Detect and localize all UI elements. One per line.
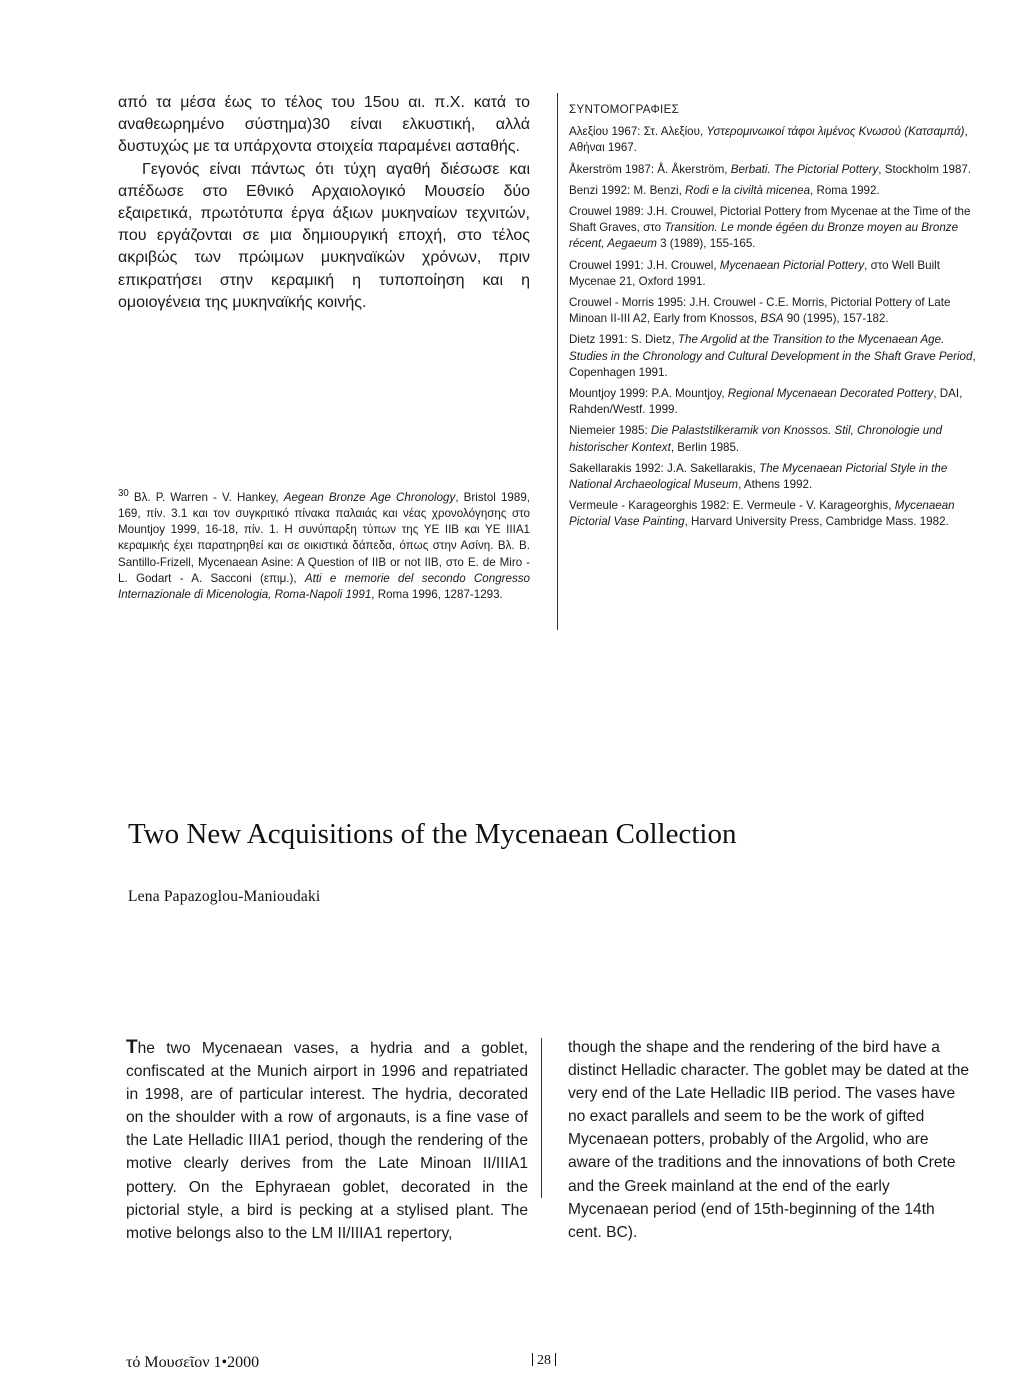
abbreviations-list	[569, 124, 979, 530]
footnote-title-1: Aegean Bronze Age Chronology	[283, 490, 456, 504]
abbreviation-it: BSA	[760, 312, 784, 326]
abbreviation-k: Αλεξίου 1967:	[569, 125, 644, 139]
abbreviation-a: Å. Åkerström,	[657, 162, 731, 176]
abbreviation-b: , Copenhagen 1991.	[569, 349, 976, 379]
abbreviation-it: Mycenaean Pictorial Pottery	[719, 258, 865, 272]
abbreviation-b: , στο Well Built Mycenae 21, Oxford 1991.	[569, 258, 940, 288]
abbreviation-b: , Roma 1992.	[810, 183, 880, 197]
abbreviation-b: 90 (1995), 157-182.	[783, 312, 889, 326]
abbreviation-it: Berbati. The Pictorial Pottery	[730, 162, 879, 176]
abstract-column-1	[126, 1036, 528, 1245]
abbreviation-entry	[569, 498, 979, 530]
abbreviation-it: The Mycenaean Pictorial Style in the National Archaeological Museum	[569, 461, 948, 492]
abbreviation-a: M. Benzi,	[633, 183, 686, 197]
abbreviation-it: Transition. Le monde égéen du Bronze moyen au Bronze récent, Aegaeum	[569, 221, 959, 251]
footnote-title-2: Atti e memorie del secondo Congresso Internazionale di Micenologia, Roma-Napoli 1991	[118, 571, 530, 602]
footnote-text-a: Βλ. P. Warren - V. Hankey,	[133, 490, 284, 504]
abbreviation-it: Mycenaean Pictorial Vase Painting	[569, 499, 955, 529]
abbreviation-a: S. Dietz,	[630, 333, 678, 347]
abbreviation-it: Υστερομινωικοί τάφοι λιμένος Κνωσού (Κατσαμπά)	[706, 125, 965, 139]
greek-paragraph-1: από τα μέσα έως το τέλος του 15ου αι. π.Χ. κατά το αναθεωρημένο σύστημα)30 είναι ελκυστική, αλλά δυστυχώς με τα υπάρχοντα στοιχεία παραμένει ασταθής.	[118, 94, 530, 156]
abstract-text-2: though the shape and the rendering of the bird have a distinct Helladic character. The goblet may be dated at the very end of the Late Helladic IIB period. The vases have no exact parallels and seem to be the work of gifted Mycenaean potters, probably of the Argolid, who are aware of the traditions and the innovations of both Crete and the Greek mainland at the end of the early Mycenaean period (end of 15th-beginning of the 14th cent. BC).	[568, 1039, 970, 1241]
abstract-divider	[541, 1038, 542, 1198]
footnote	[118, 486, 530, 603]
abbreviation-a: J.A. Sakellarakis,	[666, 461, 760, 475]
abbreviation-a: Στ. Αλεξίου,	[643, 125, 707, 139]
abbreviation-a: J.H. Crouwel - C.E. Morris, Pictorial Pottery of Late Minoan II-III A2, Early from Knossos,	[569, 296, 951, 326]
abstract-text-1: he two Mycenaean vases, a hydria and a goblet, confiscated at the Munich airport in 1996 and repatriated in 1998, are of particular interest. The hydria, decorated on the shoulder with a row of argonauts, is a fine vase of the Late Helladic IIIA1 period, though the rendering of the motive clearly derives from the Late Minoan II/IIIA1 pottery. On the Ephyraean goblet, decorated in the pictorial style, a bird is pecking at a stylised plant. The motive belongs also to the LM II/IIIA1 repertory,	[126, 1040, 528, 1242]
article-author: Lena Papazoglou-Manioudaki	[128, 888, 321, 905]
abbreviation-k: Benzi 1992:	[569, 183, 634, 197]
abbreviation-b: , DAI, Rahden/Westf. 1999.	[569, 387, 963, 417]
footnote-text-d: , Roma 1996, 1287-1293.	[371, 588, 503, 602]
abbreviation-a: E. Vermeule - V. Karageorghis,	[732, 499, 895, 513]
journal-name: τό Μουσεῖον 1•2000	[126, 1354, 260, 1371]
abbreviation-it: Regional Mycenaean Decorated Pottery	[727, 387, 934, 401]
abstract-column-2	[568, 1036, 970, 1244]
footnote-text-b: , Bristol 1989, 169, πίν. 3.1 και τον συγκριτικό πίνακα παλαιάς και νέας χρονολόγησης στο Mountjoy 1999, 16-18, πίν. 1. Η συνύπαρξη τύπων της ΥΕ ΙΙΒ και ΥΕ ΙΙΙΑ1 κεραμικής έχει παρατηρηθεί και σε οικιστικά δάπεδα, όπως στην Ασίνη. Βλ. Β. Santillo-Frizell, Mycenaean Asine: A Question of IIB or not IIB, στο E. de Miro - L. Godart - A. Sacconi (επιμ.),	[118, 490, 530, 585]
abbreviation-a: J.H. Crouwel,	[646, 258, 720, 272]
abbreviations	[569, 102, 979, 536]
abbreviation-k: Åkerström 1987:	[569, 162, 658, 176]
abbreviation-k: Crouwel - Morris 1995:	[569, 296, 690, 310]
abbreviation-it: The Argolid at the Transition to the Mycenaean Age. Studies in the Chronology and Cultural Development in the Shaft Grave Period	[569, 333, 973, 363]
abbreviation-k: Sakellarakis 1992:	[569, 461, 667, 475]
abbreviation-b: , Harvard University Press, Cambridge Mass. 1982.	[684, 515, 949, 529]
column-divider	[557, 93, 558, 630]
abbreviation-entry	[569, 183, 979, 199]
abbreviation-b: 3 (1989), 155-165.	[656, 237, 756, 251]
abbreviation-b: , Berlin 1985.	[670, 440, 740, 454]
abbreviation-entry	[569, 162, 979, 178]
abbreviation-it: Die Palaststilkeramik von Knossos. Stil, Chronologie und historischer Kontext	[569, 424, 943, 454]
page-number	[528, 1353, 560, 1369]
abbreviation-entry	[569, 461, 979, 493]
abbreviation-it: Rodi e la civiltà micenea	[685, 183, 811, 197]
abbreviation-entry	[569, 204, 979, 253]
page-number-value: 28	[537, 1353, 551, 1368]
abbreviation-a: J.H. Crouwel, Pictorial Pottery from Mycenae at the Time of the Shaft Graves, στο	[569, 205, 971, 235]
abbreviation-k: Dietz 1991:	[569, 333, 631, 347]
abbreviation-b: , Αθήναι 1967.	[569, 125, 968, 155]
abbreviation-k: Vermeule - Karageorghis 1982:	[569, 499, 733, 513]
abbreviation-b: , Athens 1992.	[738, 478, 813, 492]
abbreviation-a: P.A. Mountjoy,	[651, 387, 728, 401]
abbreviation-k: Mountjoy 1999:	[569, 387, 652, 401]
abbreviation-entry	[569, 258, 979, 290]
abbreviation-entry	[569, 423, 979, 455]
abbreviation-entry	[569, 124, 979, 156]
footnote-number: 30	[118, 488, 129, 499]
greek-body	[118, 92, 530, 314]
abbreviation-k: Crouwel 1991:	[569, 258, 647, 272]
abbreviation-k: Crouwel 1989:	[569, 205, 647, 219]
abbreviation-k: Niemeier 1985:	[569, 424, 651, 438]
abbreviation-entry	[569, 332, 979, 381]
abbreviation-entry	[569, 295, 979, 327]
abbreviation-entry	[569, 386, 979, 418]
abbreviations-heading: ΣΥΝΤΟΜΟΓΡΑΦΙΕΣ	[569, 103, 680, 116]
greek-paragraph-2: Γεγονός είναι πάντως ότι τύχη αγαθή διέσωσε και απέδωσε στο Εθνικό Αρχαιολογικό Μουσείο δύο εξαιρετικά, πρωτότυπα έργα άξιων μυκηναίων τεχνιτών, που εργάζονται σε μια δημιουργική εποχή, στο τέλος ακριβώς των πρώιμων μυκηναϊκών χρόνων, πριν επικρατήσει στην κεραμική η τυποποίηση και η ομοιογένεια της μυκηναϊκής κοινής.	[118, 160, 530, 311]
abbreviation-b: , Stockholm 1987.	[878, 162, 972, 176]
drop-cap: T	[126, 1037, 138, 1058]
article-title: Two New Acquisitions of the Mycenaean Collection	[128, 818, 737, 850]
